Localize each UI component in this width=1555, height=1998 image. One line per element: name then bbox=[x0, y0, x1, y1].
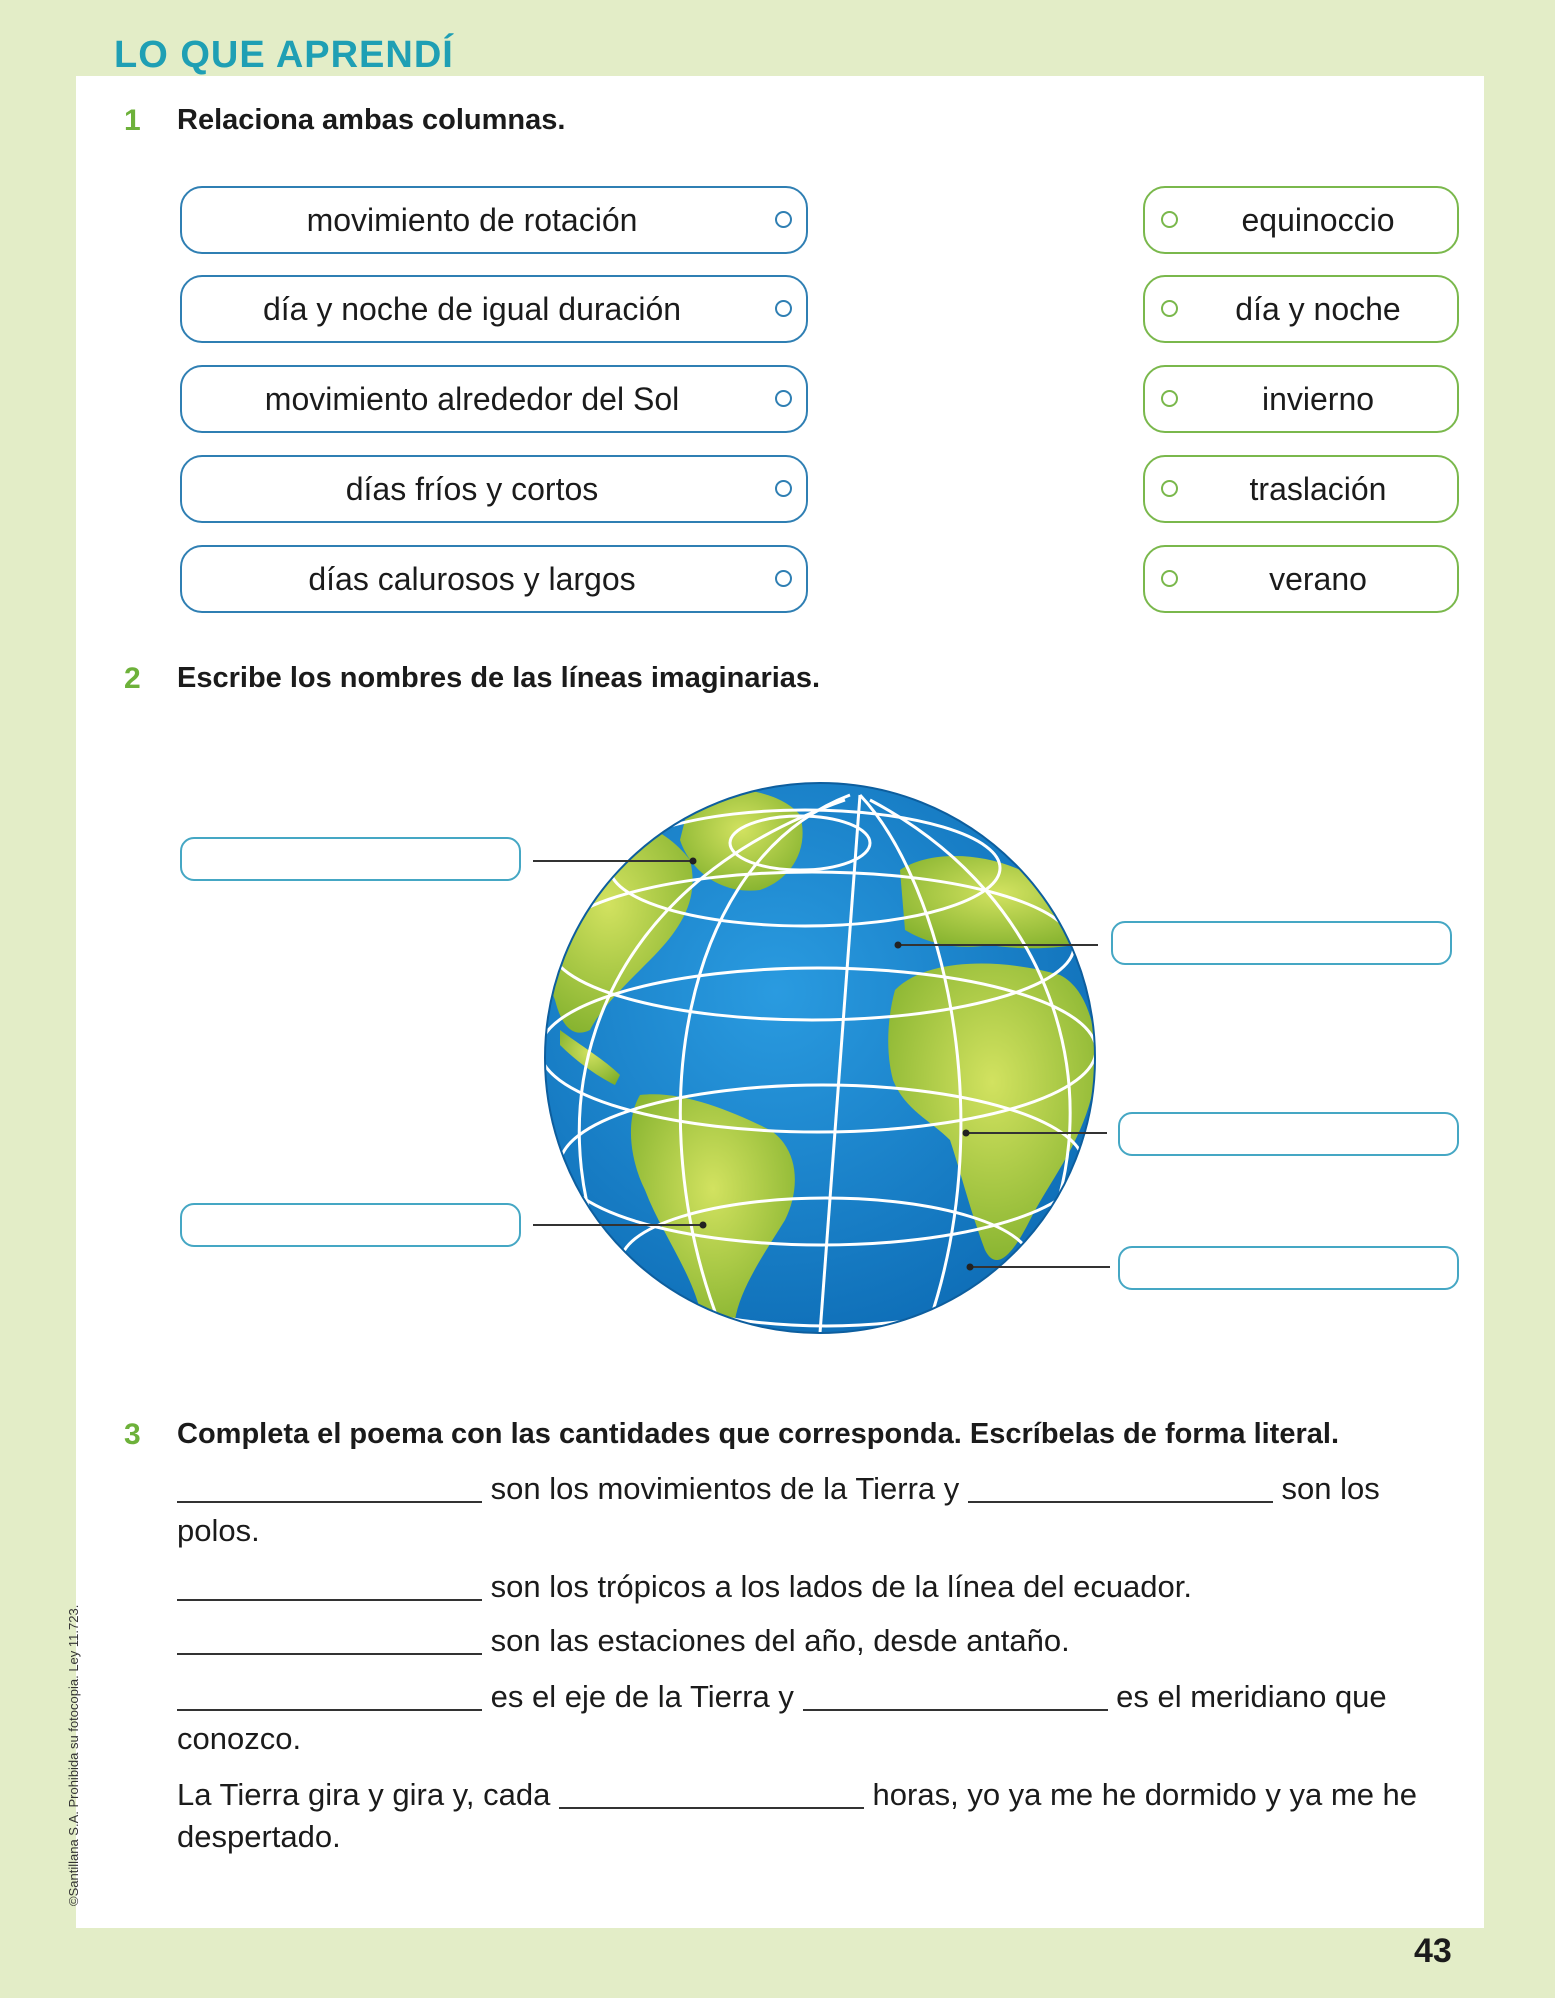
exercise-2-number: 2 bbox=[124, 662, 141, 695]
right-item-label: día y noche bbox=[1235, 290, 1401, 327]
right-item-label: verano bbox=[1269, 560, 1367, 597]
blank-field[interactable] bbox=[177, 1567, 482, 1601]
poem-text: son las estaciones del año, desde antaño. bbox=[482, 1623, 1070, 1658]
blank-field[interactable] bbox=[803, 1677, 1108, 1711]
poem-line-3 bbox=[177, 1620, 1457, 1662]
left-item-label: días fríos y cortos bbox=[345, 470, 599, 507]
poem-text: son los polos. bbox=[177, 1471, 1380, 1548]
poem-line-1 bbox=[177, 1468, 1457, 1552]
right-item-label: invierno bbox=[1261, 380, 1375, 417]
answer-box-tropic-cancer[interactable] bbox=[1111, 921, 1452, 965]
left-item-label: día y noche de igual duración bbox=[262, 290, 682, 327]
left-item-label: movimiento de rotación bbox=[306, 201, 638, 238]
blank-field[interactable] bbox=[177, 1469, 482, 1503]
exercise-1-number: 1 bbox=[124, 104, 141, 137]
poem-text: horas, yo ya me he dormido y ya me he despertado. bbox=[177, 1777, 1418, 1854]
right-item-label: traslación bbox=[1249, 470, 1387, 507]
blank-field[interactable] bbox=[968, 1469, 1273, 1503]
left-item-label: movimiento alrededor del Sol bbox=[264, 380, 680, 417]
exercise-2-instruction: Escribe los nombres de las líneas imaginarias. bbox=[177, 662, 821, 694]
poem-text: es el eje de la Tierra y bbox=[482, 1679, 803, 1714]
blank-field[interactable] bbox=[177, 1677, 482, 1711]
copyright-notice: ©Santillana S.A. Prohibida su fotocopia. Ley 11.723. bbox=[66, 1604, 81, 1906]
poem-line-4 bbox=[177, 1676, 1457, 1760]
poem-text: La Tierra gira y gira y, cada bbox=[177, 1777, 559, 1812]
answer-box-equator[interactable] bbox=[1118, 1112, 1459, 1156]
answer-box-tropic-capricorn[interactable] bbox=[180, 1203, 521, 1247]
answer-box-arctic-circle[interactable] bbox=[180, 837, 521, 881]
exercise-3-instruction: Completa el poema con las cantidades que corresponda. Escríbelas de forma literal. bbox=[177, 1418, 1339, 1450]
left-item-label: días calurosos y largos bbox=[308, 560, 636, 597]
section-title: LO QUE APRENDÍ bbox=[114, 34, 454, 76]
answer-box-meridian[interactable] bbox=[1118, 1246, 1459, 1290]
poem-text: es el meridiano que conozco. bbox=[177, 1679, 1387, 1756]
poem-line-2 bbox=[177, 1566, 1457, 1608]
blank-field[interactable] bbox=[177, 1621, 482, 1655]
poem-line-5 bbox=[177, 1774, 1457, 1858]
right-item-label: equinoccio bbox=[1241, 201, 1395, 238]
blank-field[interactable] bbox=[559, 1775, 864, 1809]
page-number: 43 bbox=[1414, 1932, 1452, 1970]
poem-text: son los movimientos de la Tierra y bbox=[482, 1471, 968, 1506]
exercise-1-instruction: Relaciona ambas columnas. bbox=[177, 104, 566, 136]
exercise-3-number: 3 bbox=[124, 1418, 141, 1451]
poem-text: son los trópicos a los lados de la línea del ecuador. bbox=[482, 1569, 1193, 1604]
